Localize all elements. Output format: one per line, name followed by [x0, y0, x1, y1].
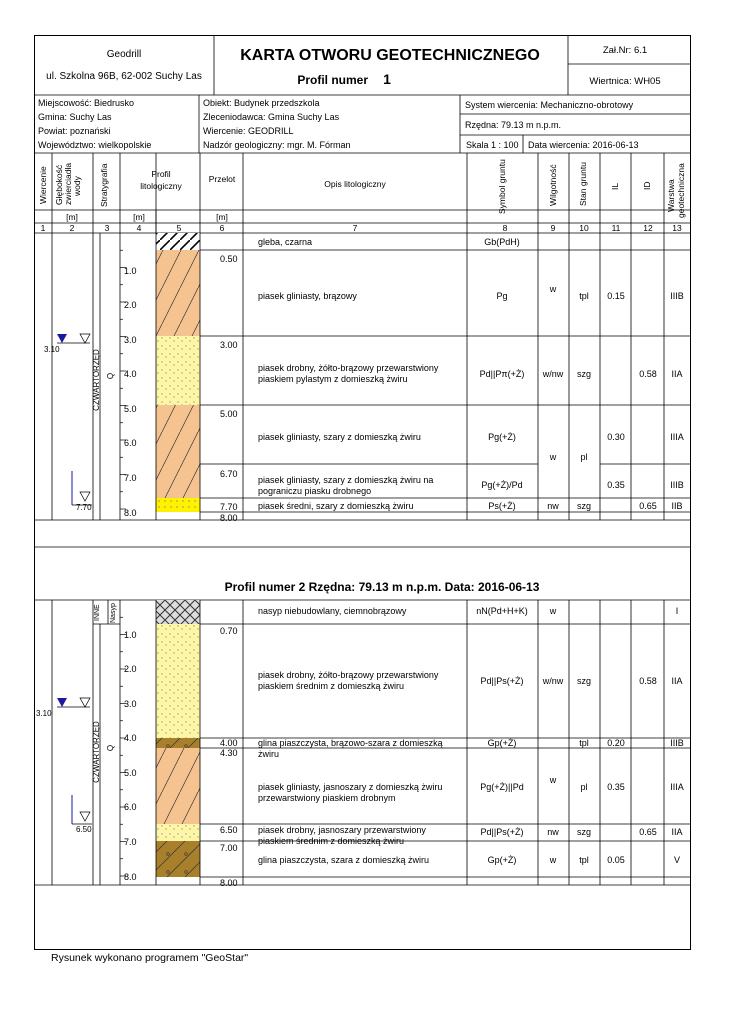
col-drilling: Wiercenie: [38, 166, 48, 204]
drilling-date: Data wiercenia: 2016-06-13: [528, 140, 639, 150]
unit-depth: [m]: [66, 212, 78, 222]
well-id: Wiertnica: WH05: [589, 76, 661, 87]
p2-water-depth-2: 6.50: [76, 825, 92, 834]
p2-depth-1: 0.70: [220, 626, 238, 636]
p2-desc-6: glina piaszczysta, szara z domieszką żwiru: [258, 855, 430, 865]
p2-state-5: szg: [576, 827, 592, 837]
p1-desc-6: piasek średni, szary z domieszką żwiru: [258, 501, 414, 511]
p2-params: [542, 606, 684, 865]
p2-water-level: [36, 698, 92, 834]
card-title: KARTA OTWORU GEOTECHNICZNEGO: [240, 47, 540, 64]
p1-state-2: tpl: [579, 291, 589, 301]
col-num-9: 9: [550, 223, 556, 233]
p2-descriptions: [258, 606, 443, 865]
p1-moist-6: nw: [547, 501, 559, 511]
p1-desc-1: gleba, czarna: [258, 237, 313, 247]
p2-lith-fill: [156, 600, 200, 624]
p1-il-5: 0.35: [607, 480, 625, 490]
p1-sym-1: Gb(PdH): [484, 237, 520, 247]
profile-1: [34, 233, 690, 547]
p1-depth-5: 7.70: [220, 502, 238, 512]
p2-depth-3: 4.30: [220, 748, 238, 758]
p1-scale-7: 7.0: [124, 473, 137, 483]
col-num-12: 12: [643, 223, 653, 233]
p2-scale-1: 1.0: [124, 630, 137, 640]
p1-strat-symbol: Q: [106, 372, 115, 380]
elevation: Rzędna: 79.13 m n.p.m.: [465, 120, 562, 130]
p2-lith-sandy-clay-2: [156, 841, 200, 877]
scale: Skala 1 : 100: [466, 140, 519, 150]
p1-sym-4: Pg(+Ż): [488, 432, 516, 442]
info-location: [38, 98, 151, 150]
p1-depth-1: 0.50: [220, 254, 238, 264]
unit-scale: [m]: [133, 212, 145, 222]
p2-il-4: 0.35: [607, 782, 625, 792]
p2-il-6: 0.05: [607, 855, 625, 865]
p2-state-2: szg: [576, 676, 592, 686]
col-num-2: 2: [69, 223, 75, 233]
p1-water-depth-2: 7.70: [76, 503, 92, 512]
p1-moist-3: w/nw: [542, 369, 564, 379]
col-il: IL: [610, 182, 620, 190]
info-project: [203, 98, 351, 150]
p2-desc-5a: piasek drobny, jasnoszary przewarstwiony: [258, 825, 426, 835]
attachment-number: Zał.Nr: 6.1: [602, 45, 648, 56]
p2-depth-4: 6.50: [220, 825, 238, 835]
p2-desc-3b: żwiru: [258, 749, 280, 759]
p1-sym-2: Pg: [496, 291, 508, 301]
col-id: ID: [642, 181, 652, 190]
p2-strat-symbol: Q: [106, 744, 115, 752]
p2-scale: [124, 630, 137, 882]
p1-state-6: szg: [576, 501, 592, 511]
col-stratigraphy: Stratygrafia: [99, 163, 109, 207]
p2-geo-5: IIA: [671, 827, 683, 837]
p2-desc-1: nasyp niebudowlany, ciemnobrązowy: [258, 606, 407, 616]
p2-sym-3: Gp(+Ż): [487, 738, 517, 748]
col-profile-2: litologiczny: [140, 181, 182, 191]
p2-depths: [220, 626, 238, 888]
col-num-13: 13: [672, 223, 682, 233]
p2-geo-3: IIIB: [670, 738, 684, 748]
p1-desc-5b: pograniczu piasku drobnego: [258, 486, 372, 496]
p2-moist-5: nw: [547, 827, 559, 837]
p1-desc-3b: piaskiem pylastym z domieszką żwiru: [258, 374, 408, 384]
p2-state-4: pl: [580, 782, 588, 792]
col-depth-1: Głębokość: [54, 164, 64, 205]
p1-geo-4: IIIA: [670, 432, 684, 442]
p2-moist-1: w: [549, 606, 557, 616]
footer-note: Rysunek wykonano programem "GeoStar": [51, 952, 249, 964]
p2-scale-7: 7.0: [124, 837, 137, 847]
p1-scale: [124, 266, 137, 518]
p2-lith-fine-sand-2: [156, 824, 200, 841]
p1-scale-5: 5.0: [124, 404, 137, 414]
p2-lith-sandy-clay: [156, 738, 200, 748]
p1-water-found-icon: [57, 334, 67, 343]
p2-moist-4: w: [549, 775, 557, 785]
profile-label: Profil numer: [297, 73, 368, 87]
p1-lith-soil: [156, 233, 200, 250]
col-num-6: 6: [219, 223, 225, 233]
p1-scale-1: 1.0: [124, 266, 137, 276]
p2-scale-2: 2.0: [124, 664, 137, 674]
p1-desc-4: piasek gliniasty, szary z domieszką żwiru: [258, 432, 421, 442]
p2-scale-5: 5.0: [124, 768, 137, 778]
p2-id-2: 0.58: [639, 676, 657, 686]
p2-geo-1: I: [675, 606, 679, 616]
col-state: Stan gruntu: [578, 162, 588, 206]
column-headers: [38, 159, 686, 222]
profile-2: [34, 600, 690, 888]
p1-symbols: [480, 237, 525, 511]
p1-sym-3: Pd||Pπ(+Ż): [479, 369, 525, 379]
company-name: Geodrill: [106, 49, 142, 60]
p1-descriptions: [258, 237, 439, 511]
unit-interval: [m]: [216, 212, 228, 222]
p2-geo-2: IIA: [671, 676, 683, 686]
p1-geo-6: IIB: [671, 501, 683, 511]
p2-depth-5: 7.00: [220, 843, 238, 853]
col-layer-2: geotechniczna: [676, 163, 686, 218]
location-province: Województwo: wielkopolskie: [38, 140, 152, 150]
p1-depth-3: 5.00: [220, 409, 238, 419]
p2-geo-4: IIIA: [670, 782, 684, 792]
col-profile-1: Profil: [151, 169, 171, 179]
project-client: Zleceniodawca: Gmina Suchy Las: [203, 112, 340, 122]
p2-water-steady-icon: [80, 698, 90, 707]
col-soil-symbol: Symbol gruntu: [497, 159, 507, 214]
p2-state-6: tpl: [579, 855, 589, 865]
profile-2-title: Profil numer 2 Rzędna: 79.13 m n.p.m. Data: 2016-06-13: [224, 580, 540, 594]
p1-moist-4: w: [549, 452, 557, 462]
p2-desc-4b: przewarstwiony piaskiem drobnym: [258, 793, 396, 803]
p2-id-5: 0.65: [639, 827, 657, 837]
p2-state-3: tpl: [579, 738, 589, 748]
p2-moist-6: w: [549, 855, 557, 865]
p1-lith-fine-sand: [156, 336, 200, 405]
p1-id-6: 0.65: [639, 501, 657, 511]
company-address: ul. Szkolna 96B, 62-002 Suchy Las: [46, 71, 202, 82]
p1-scale-6: 6.0: [124, 438, 137, 448]
p2-depth-6: 8.00: [220, 878, 238, 888]
p2-il-3: 0.20: [607, 738, 625, 748]
p2-sym-2: Pd||Ps(+Ż): [480, 676, 524, 686]
p1-desc-5a: piasek gliniasty, szary z domieszką żwiru na: [258, 475, 434, 485]
p1-lith-medium-sand: [156, 498, 200, 512]
p1-params: [542, 284, 684, 511]
project-supervisor: Nadzór geologiczny: mgr. M. Fórman: [203, 140, 351, 150]
p2-scale-4: 4.0: [124, 733, 137, 743]
p2-scale-3: 3.0: [124, 699, 137, 709]
p1-desc-2: piasek gliniasty, brązowy: [258, 291, 357, 301]
p2-geo-6: V: [673, 855, 681, 865]
col-num-7: 7: [352, 223, 358, 233]
p1-il-2: 0.15: [607, 291, 625, 301]
col-num-11: 11: [611, 223, 621, 233]
project-object: Obiekt: Budynek przedszkola: [203, 98, 320, 108]
p1-sym-5: Pg(+Ż)/Pd: [481, 480, 523, 490]
p2-depth-2: 4.00: [220, 738, 238, 748]
p1-depth-4: 6.70: [220, 469, 238, 479]
p2-desc-3a: glina piaszczysta, brązowo-szara z domieszką: [258, 738, 443, 748]
p2-lith-fine-sand: [156, 624, 200, 738]
p2-scale-6: 6.0: [124, 802, 137, 812]
project-driller: Wiercenie: GEODRILL: [203, 126, 294, 136]
location-commune: Gmina: Suchy Las: [38, 112, 112, 122]
p1-sym-6: Ps(+Ż): [488, 501, 516, 511]
p1-water-depth-1: 3.10: [44, 345, 60, 354]
col-num-10: 10: [579, 223, 589, 233]
p1-moist-2: w: [549, 284, 557, 294]
p2-lith-clayey-sand: [156, 748, 200, 824]
p1-depths: [220, 254, 238, 523]
col-num-1: 1: [40, 223, 46, 233]
col-layer-1: Warstwa: [666, 179, 676, 212]
p1-depth-6: 8.00: [220, 513, 238, 523]
p1-strat-name: CZWARTORZĘD: [92, 349, 101, 411]
p1-geo-3: IIA: [671, 369, 683, 379]
p2-symbols: [476, 606, 528, 865]
p2-desc-2b: piaskiem średnim z domieszką żwiru: [258, 681, 405, 691]
col-moisture: Wilgotność: [548, 164, 558, 206]
p1-lith-clayey-sand-2: [156, 405, 200, 498]
p2-desc-2a: piasek drobny, żółto-brązowy przewarstwiony: [258, 670, 439, 680]
p1-state-3: szg: [576, 369, 592, 379]
p2-strat-top-symbol: Nasyp: [110, 603, 117, 623]
col-description: Opis litologiczny: [324, 179, 386, 189]
p1-water-level: [44, 334, 92, 512]
p1-scale-4: 4.0: [124, 369, 137, 379]
location-town: Miejscowość: Biedrusko: [38, 98, 135, 108]
p2-desc-5b: piaskiem średnim z domieszką żwiru: [258, 836, 405, 846]
p2-sym-6: Gp(+Ż): [487, 855, 517, 865]
p2-strat-top-name: INNE: [94, 604, 101, 621]
col-num-8: 8: [502, 223, 508, 233]
p1-water-steady-icon: [80, 334, 90, 343]
col-interval: Przelot: [208, 174, 236, 184]
drilling-system: System wiercenia: Mechaniczno-obrotowy: [465, 100, 634, 110]
col-num-5: 5: [176, 223, 182, 233]
p2-desc-4a: piasek gliniasty, jasnoszary z domieszką żwiru: [258, 782, 443, 792]
location-county: Powiat: poznański: [38, 126, 111, 136]
p2-water-depth-1: 3.10: [36, 709, 52, 718]
p1-geo-5: IIIB: [670, 480, 684, 490]
p1-geo-2: IIIB: [670, 291, 684, 301]
p2-moist-2: w/nw: [542, 676, 564, 686]
p2-strat-name: CZWARTORZĘD: [92, 721, 101, 783]
p1-lith-clayey-sand: [156, 250, 200, 336]
p1-id-3: 0.58: [639, 369, 657, 379]
p1-scale-2: 2.0: [124, 300, 137, 310]
col-depth-2: zwierciadła: [63, 162, 73, 205]
p2-sym-1: nN(Pd+H+K): [476, 606, 528, 616]
p2-water-found-icon: [57, 698, 67, 707]
col-depth-3: wody: [72, 176, 82, 196]
p1-state-4: pl: [580, 452, 588, 462]
p2-sym-4: Pg(+Ż)||Pd: [480, 782, 524, 792]
col-num-3: 3: [104, 223, 110, 233]
p1-scale-8: 8.0: [124, 508, 137, 518]
p1-scale-3: 3.0: [124, 335, 137, 345]
p1-depth-2: 3.00: [220, 340, 238, 350]
p2-scale-8: 8.0: [124, 872, 137, 882]
column-numbers: [41, 223, 682, 233]
p1-desc-3a: piasek drobny, żółto-brązowy przewarstwiony: [258, 363, 439, 373]
p2-sym-5: Pd||Ps(+Ż): [480, 827, 524, 837]
profile-number: 1: [383, 71, 391, 87]
p1-il-4: 0.30: [607, 432, 625, 442]
p1-water-steady-icon-2: [80, 492, 90, 501]
p2-water-steady-icon-2: [80, 812, 90, 821]
col-num-4: 4: [136, 223, 142, 233]
